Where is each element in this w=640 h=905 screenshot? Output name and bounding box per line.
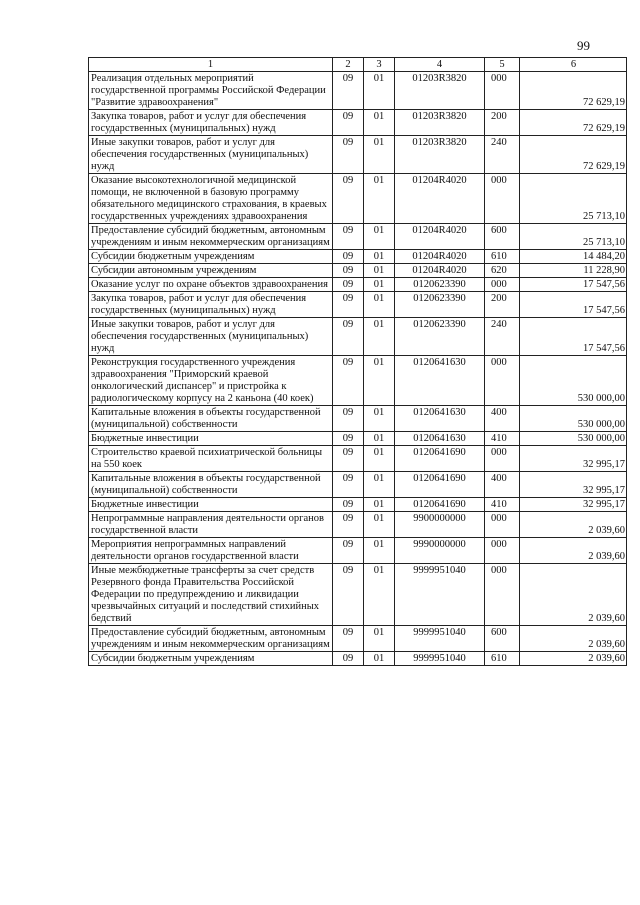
row-name: Предоставление субсидий бюджетным, автономным учреждениям и иным некоммерческим организациям bbox=[89, 224, 333, 250]
row-amount: 11 228,90 bbox=[520, 264, 627, 278]
row-name: Иные закупки товаров, работ и услуг для обеспечения государственных (муниципальных) нужд bbox=[89, 318, 333, 356]
row-target-code: 01203R3820 bbox=[395, 136, 485, 174]
row-amount: 530 000,00 bbox=[520, 406, 627, 432]
row-amount: 2 039,60 bbox=[520, 652, 627, 666]
row-target-code: 9900000000 bbox=[395, 512, 485, 538]
row-target-code: 9990000000 bbox=[395, 538, 485, 564]
table-row bbox=[89, 538, 627, 564]
row-subsection: 01 bbox=[364, 110, 395, 136]
row-amount: 32 995,17 bbox=[520, 446, 627, 472]
table-row bbox=[89, 498, 627, 512]
row-section: 09 bbox=[333, 446, 364, 472]
row-subsection: 01 bbox=[364, 406, 395, 432]
row-amount: 2 039,60 bbox=[520, 512, 627, 538]
row-section: 09 bbox=[333, 626, 364, 652]
row-target-code: 01204R4020 bbox=[395, 174, 485, 224]
row-expense-type: 400 bbox=[485, 406, 520, 432]
row-amount: 17 547,56 bbox=[520, 278, 627, 292]
row-subsection: 01 bbox=[364, 264, 395, 278]
row-subsection: 01 bbox=[364, 446, 395, 472]
row-expense-type: 600 bbox=[485, 626, 520, 652]
row-name: Оказание высокотехнологичной медицинской помощи, не включенной в базовую программу обязательного медицинского страхования, в краевых государственных учреждениях здравоохранения bbox=[89, 174, 333, 224]
row-section: 09 bbox=[333, 406, 364, 432]
header-col-5: 5 bbox=[485, 58, 520, 72]
row-subsection: 01 bbox=[364, 356, 395, 406]
row-name: Реконструкция государственного учреждения здравоохранения "Приморский краевой онкологический диспансер" и пристройка к радиологическому корпусу на 2 каньона (40 коек) bbox=[89, 356, 333, 406]
table-row bbox=[89, 174, 627, 224]
row-amount: 72 629,19 bbox=[520, 72, 627, 110]
row-expense-type: 000 bbox=[485, 564, 520, 626]
table-row bbox=[89, 406, 627, 432]
row-expense-type: 000 bbox=[485, 72, 520, 110]
table-header-row bbox=[89, 58, 627, 72]
table-row bbox=[89, 472, 627, 498]
row-amount: 17 547,56 bbox=[520, 292, 627, 318]
row-section: 09 bbox=[333, 264, 364, 278]
row-target-code: 01204R4020 bbox=[395, 264, 485, 278]
row-name: Строительство краевой психиатрической больницы на 550 коек bbox=[89, 446, 333, 472]
row-amount: 2 039,60 bbox=[520, 538, 627, 564]
header-col-4: 4 bbox=[395, 58, 485, 72]
row-target-code: 0120641690 bbox=[395, 446, 485, 472]
row-amount: 25 713,10 bbox=[520, 174, 627, 224]
table-row bbox=[89, 318, 627, 356]
row-section: 09 bbox=[333, 498, 364, 512]
row-section: 09 bbox=[333, 174, 364, 224]
row-name: Мероприятия непрограммных направлений деятельности органов государственной власти bbox=[89, 538, 333, 564]
row-name: Реализация отдельных мероприятий государственной программы Российской Федерации "Развитие здравоохранения" bbox=[89, 72, 333, 110]
row-subsection: 01 bbox=[364, 318, 395, 356]
row-amount: 530 000,00 bbox=[520, 356, 627, 406]
row-expense-type: 400 bbox=[485, 472, 520, 498]
table-row bbox=[89, 356, 627, 406]
row-expense-type: 000 bbox=[485, 356, 520, 406]
table-row bbox=[89, 278, 627, 292]
row-target-code: 0120641630 bbox=[395, 356, 485, 406]
row-section: 09 bbox=[333, 472, 364, 498]
row-name: Капитальные вложения в объекты государственной (муниципальной) собственности bbox=[89, 472, 333, 498]
row-expense-type: 000 bbox=[485, 538, 520, 564]
row-subsection: 01 bbox=[364, 224, 395, 250]
row-subsection: 01 bbox=[364, 498, 395, 512]
row-target-code: 9999951040 bbox=[395, 564, 485, 626]
row-subsection: 01 bbox=[364, 652, 395, 666]
header-col-1: 1 bbox=[89, 58, 333, 72]
row-target-code: 0120641690 bbox=[395, 472, 485, 498]
row-amount: 72 629,19 bbox=[520, 110, 627, 136]
table-body bbox=[89, 72, 627, 666]
row-expense-type: 240 bbox=[485, 136, 520, 174]
row-subsection: 01 bbox=[364, 432, 395, 446]
row-amount: 14 484,20 bbox=[520, 250, 627, 264]
row-section: 09 bbox=[333, 512, 364, 538]
row-subsection: 01 bbox=[364, 174, 395, 224]
row-target-code: 9999951040 bbox=[395, 652, 485, 666]
row-subsection: 01 bbox=[364, 278, 395, 292]
row-section: 09 bbox=[333, 356, 364, 406]
row-target-code: 01204R4020 bbox=[395, 224, 485, 250]
table-row bbox=[89, 564, 627, 626]
row-target-code: 0120623390 bbox=[395, 278, 485, 292]
row-expense-type: 610 bbox=[485, 250, 520, 264]
row-target-code: 01204R4020 bbox=[395, 250, 485, 264]
row-name: Субсидии бюджетным учреждениям bbox=[89, 250, 333, 264]
row-name: Бюджетные инвестиции bbox=[89, 432, 333, 446]
row-section: 09 bbox=[333, 72, 364, 110]
row-subsection: 01 bbox=[364, 538, 395, 564]
header-col-2: 2 bbox=[333, 58, 364, 72]
row-expense-type: 410 bbox=[485, 498, 520, 512]
row-name: Закупка товаров, работ и услуг для обеспечения государственных (муниципальных) нужд bbox=[89, 110, 333, 136]
row-name: Капитальные вложения в объекты государственной (муниципальной) собственности bbox=[89, 406, 333, 432]
row-section: 09 bbox=[333, 652, 364, 666]
row-amount: 17 547,56 bbox=[520, 318, 627, 356]
row-section: 09 bbox=[333, 224, 364, 250]
row-target-code: 0120641630 bbox=[395, 432, 485, 446]
row-expense-type: 000 bbox=[485, 512, 520, 538]
row-amount: 32 995,17 bbox=[520, 472, 627, 498]
table-row bbox=[89, 446, 627, 472]
row-section: 09 bbox=[333, 564, 364, 626]
row-section: 09 bbox=[333, 318, 364, 356]
row-target-code: 01203R3820 bbox=[395, 110, 485, 136]
page-number: 99 bbox=[577, 38, 590, 53]
table-row bbox=[89, 250, 627, 264]
row-target-code: 01203R3820 bbox=[395, 72, 485, 110]
header-col-3: 3 bbox=[364, 58, 395, 72]
row-section: 09 bbox=[333, 292, 364, 318]
row-amount: 25 713,10 bbox=[520, 224, 627, 250]
row-expense-type: 620 bbox=[485, 264, 520, 278]
row-subsection: 01 bbox=[364, 564, 395, 626]
row-amount: 72 629,19 bbox=[520, 136, 627, 174]
row-target-code: 0120641690 bbox=[395, 498, 485, 512]
row-target-code: 0120623390 bbox=[395, 292, 485, 318]
row-subsection: 01 bbox=[364, 472, 395, 498]
row-target-code: 0120623390 bbox=[395, 318, 485, 356]
row-section: 09 bbox=[333, 432, 364, 446]
row-subsection: 01 bbox=[364, 250, 395, 264]
table-row bbox=[89, 512, 627, 538]
row-name: Бюджетные инвестиции bbox=[89, 498, 333, 512]
row-name: Закупка товаров, работ и услуг для обеспечения государственных (муниципальных) нужд bbox=[89, 292, 333, 318]
row-expense-type: 240 bbox=[485, 318, 520, 356]
row-expense-type: 000 bbox=[485, 278, 520, 292]
row-expense-type: 410 bbox=[485, 432, 520, 446]
row-amount: 2 039,60 bbox=[520, 626, 627, 652]
row-expense-type: 610 bbox=[485, 652, 520, 666]
table-row bbox=[89, 110, 627, 136]
table-row bbox=[89, 224, 627, 250]
row-name: Субсидии автономным учреждениям bbox=[89, 264, 333, 278]
row-expense-type: 200 bbox=[485, 292, 520, 318]
row-section: 09 bbox=[333, 136, 364, 174]
row-subsection: 01 bbox=[364, 512, 395, 538]
row-section: 09 bbox=[333, 538, 364, 564]
row-expense-type: 000 bbox=[485, 174, 520, 224]
row-name: Субсидии бюджетным учреждениям bbox=[89, 652, 333, 666]
row-subsection: 01 bbox=[364, 72, 395, 110]
table-row bbox=[89, 136, 627, 174]
table-row bbox=[89, 432, 627, 446]
table-row bbox=[89, 652, 627, 666]
row-name: Предоставление субсидий бюджетным, автономным учреждениям и иным некоммерческим организациям bbox=[89, 626, 333, 652]
row-amount: 530 000,00 bbox=[520, 432, 627, 446]
row-section: 09 bbox=[333, 250, 364, 264]
row-name: Оказание услуг по охране объектов здравоохранения bbox=[89, 278, 333, 292]
row-amount: 32 995,17 bbox=[520, 498, 627, 512]
row-name: Иные межбюджетные трансферты за счет средств Резервного фонда Правительства Российской Федерации по предупреждению и ликвидации чрезвычайных ситуаций и последствий стихийных бедствий bbox=[89, 564, 333, 626]
row-subsection: 01 bbox=[364, 136, 395, 174]
row-section: 09 bbox=[333, 110, 364, 136]
row-target-code: 0120641630 bbox=[395, 406, 485, 432]
row-expense-type: 600 bbox=[485, 224, 520, 250]
row-subsection: 01 bbox=[364, 292, 395, 318]
row-expense-type: 000 bbox=[485, 446, 520, 472]
header-col-6: 6 bbox=[520, 58, 627, 72]
row-amount: 2 039,60 bbox=[520, 564, 627, 626]
row-name: Непрограммные направления деятельности органов государственной власти bbox=[89, 512, 333, 538]
budget-table bbox=[88, 57, 627, 666]
row-target-code: 9999951040 bbox=[395, 626, 485, 652]
table-row bbox=[89, 264, 627, 278]
table-row bbox=[89, 72, 627, 110]
row-subsection: 01 bbox=[364, 626, 395, 652]
row-name: Иные закупки товаров, работ и услуг для обеспечения государственных (муниципальных) нужд bbox=[89, 136, 333, 174]
row-expense-type: 200 bbox=[485, 110, 520, 136]
row-section: 09 bbox=[333, 278, 364, 292]
table-row bbox=[89, 626, 627, 652]
table-row bbox=[89, 292, 627, 318]
